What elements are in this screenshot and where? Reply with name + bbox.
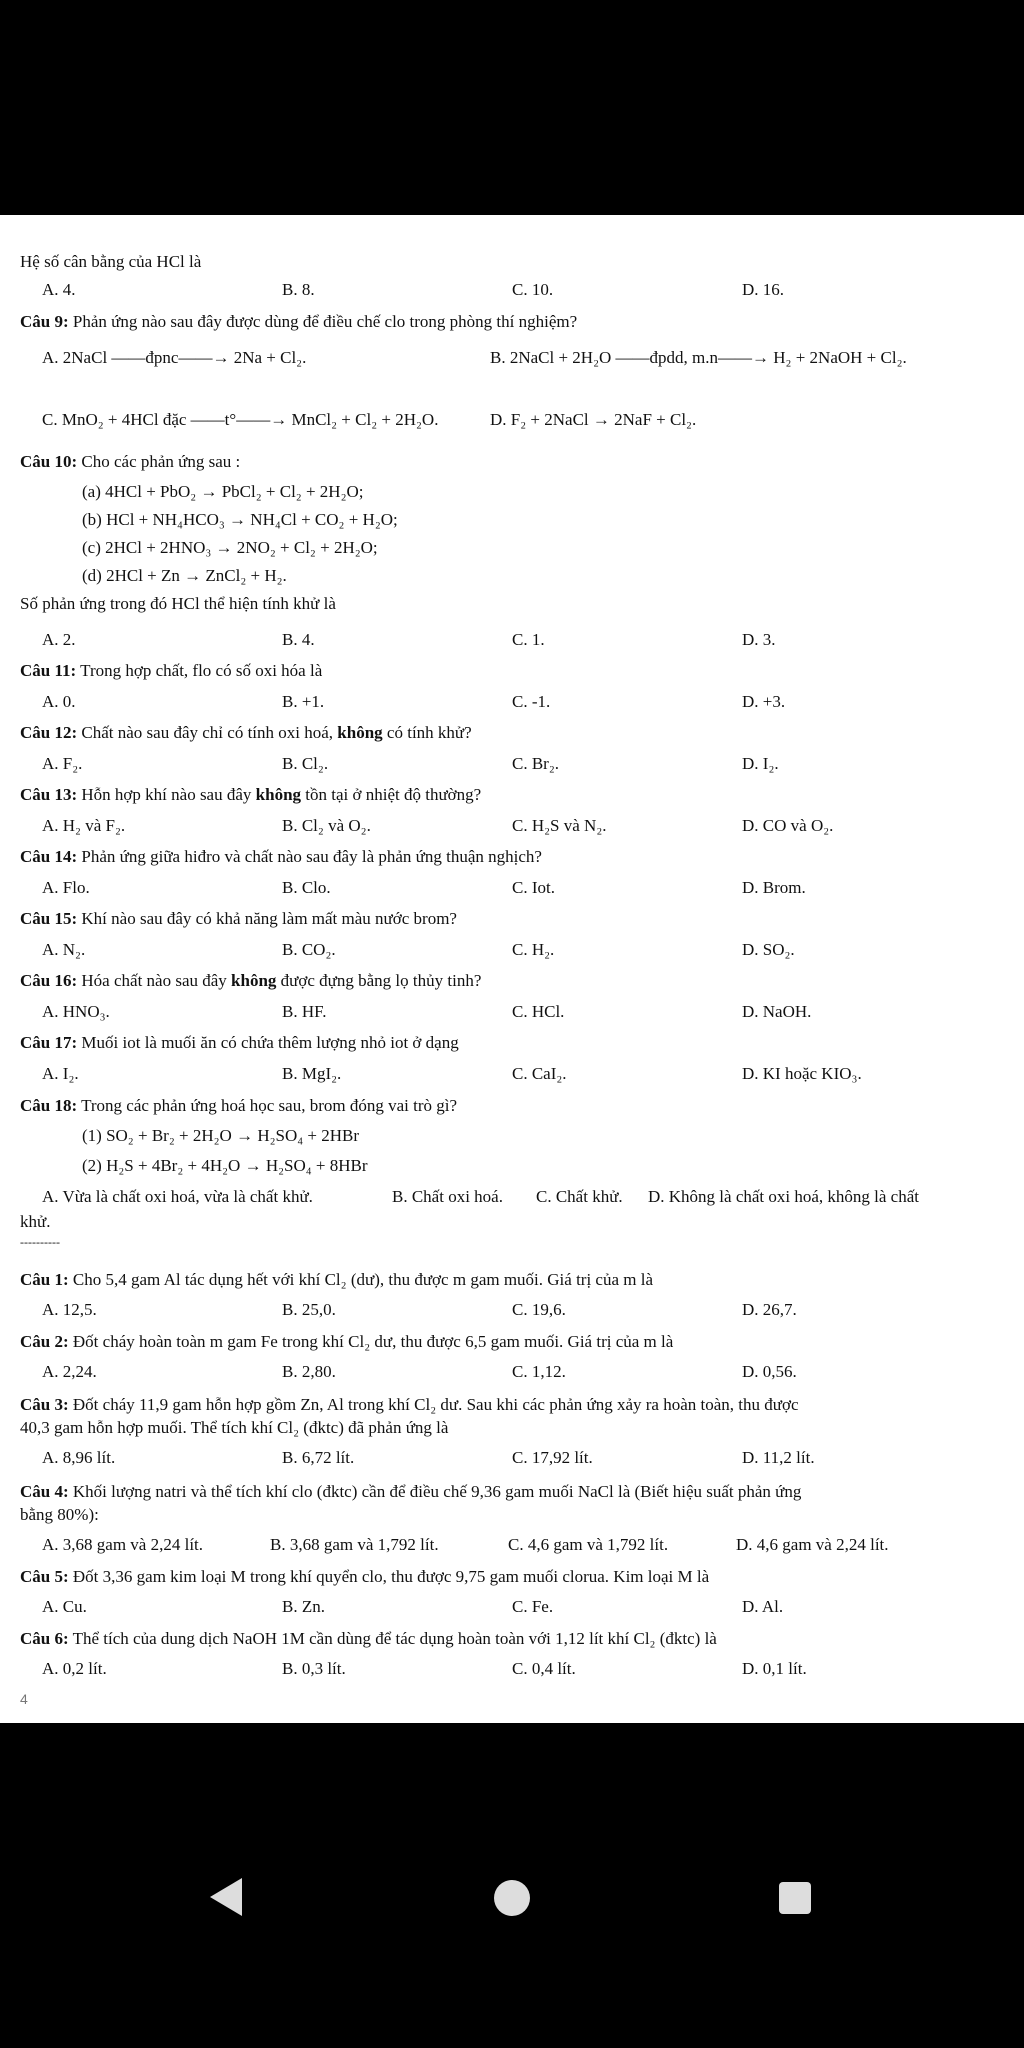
q18-option-b: B. Chất oxi hoá. <box>392 1187 503 1206</box>
p5-stem: Đốt 3,36 gam kim loại M trong khí quyển clo, thu được 9,75 gam muối clorua. Kim loại M là <box>68 1567 710 1586</box>
question-9 <box>0 307 1024 337</box>
p4-stem-cont: bằng 80%): <box>20 1505 99 1524</box>
q9-option-c: C. MnO₂ + 4HCl đặc ——t°——→ MnCl₂ + Cl₂ + 2H₂O. <box>42 410 439 429</box>
p4-option-d: D. 4,6 gam và 2,24 lít. <box>736 1535 889 1554</box>
p4-option-c: C. 4,6 gam và 1,792 lít. <box>508 1535 669 1554</box>
p6-option-b: B. 0,3 lít. <box>282 1659 346 1678</box>
q18-option-d: D. Không là chất oxi hoá, không là chất <box>648 1187 919 1206</box>
p1-option-a: A. 12,5. <box>42 1300 97 1319</box>
q17-option-b: B. MgI₂. <box>282 1064 342 1083</box>
q10-reaction-a: (a) 4HCl + PbO₂ → PbCl₂ + Cl₂ + 2H₂O; <box>82 482 364 501</box>
question-10 <box>0 447 1024 477</box>
back-icon[interactable] <box>210 1878 242 1916</box>
q10-ask: Số phản ứng trong đó HCl thể hiện tính khử là <box>20 594 336 613</box>
p6-label: Câu 6: <box>20 1629 69 1648</box>
q13-option-c: C. H₂S và N₂. <box>512 816 607 835</box>
p6-option-d: D. 0,1 lít. <box>742 1659 807 1678</box>
q16-option-b: B. HF. <box>282 1002 327 1021</box>
p3-option-a: A. 8,96 lít. <box>42 1448 116 1467</box>
q13-option-b: B. Cl₂ và O₂. <box>282 816 371 835</box>
options-row <box>0 873 1024 903</box>
q18-stem: Trong các phản ứng hoá học sau, brom đóng vai trò gì? <box>77 1096 457 1115</box>
q15-option-c: C. H₂. <box>512 940 555 959</box>
q12-option-c: C. Br₂. <box>512 754 560 773</box>
q17-label: Câu 17: <box>20 1033 78 1052</box>
q13-stem: Hỗn hợp khí nào sau đây <box>77 785 256 804</box>
q16-option-c: C. HCl. <box>512 1002 565 1021</box>
options-row <box>0 1295 1024 1325</box>
q12-label: Câu 12: <box>20 723 78 742</box>
q15-stem: Khí nào sau đây có khả năng làm mất màu nước brom? <box>77 909 457 928</box>
q10-stem: Cho các phản ứng sau : <box>77 452 241 471</box>
q12-option-b: B. Cl₂. <box>282 754 329 773</box>
q9-option-b: B. 2NaCl + 2H₂O ——đpdd, m.n——→ H₂ + 2NaOH + Cl₂. <box>490 348 907 367</box>
q14-option-d: D. Brom. <box>742 878 806 897</box>
q17-option-a: A. I₂. <box>42 1064 79 1083</box>
q16-stem: Hóa chất nào sau đây <box>77 971 232 990</box>
home-icon[interactable] <box>494 1880 530 1916</box>
q18-reaction-2: (2) H₂S + 4Br₂ + 4H₂O → H₂SO₄ + 8HBr <box>82 1156 368 1175</box>
q9-stem: Phản ứng nào sau đây được dùng để điều chế clo trong phòng thí nghiệm? <box>68 312 578 331</box>
q10-reaction-c: (c) 2HCl + 2HNO₃ → 2NO₂ + Cl₂ + 2H₂O; <box>82 538 378 557</box>
p3-label: Câu 3: <box>20 1395 69 1414</box>
q9-option-a: A. 2NaCl ——đpnc——→ 2Na + Cl₂. <box>42 348 307 367</box>
p5-option-d: D. Al. <box>742 1597 784 1616</box>
q12-emphasis: không <box>337 723 383 742</box>
p3-option-d: D. 11,2 lít. <box>742 1448 815 1467</box>
p3-option-c: C. 17,92 lít. <box>512 1448 593 1467</box>
p6-option-a: A. 0,2 lít. <box>42 1659 107 1678</box>
q18-option-c: C. Chất khử. <box>536 1187 623 1206</box>
q10-option-d: D. 3. <box>742 630 776 649</box>
q16-option-d: D. NaOH. <box>742 1002 812 1021</box>
q12-option-d: D. I₂. <box>742 754 779 773</box>
options-row <box>0 749 1024 779</box>
q10-reaction-b: (b) HCl + NH₄HCO₃ → NH₄Cl + CO₂ + H₂O; <box>82 510 398 529</box>
page-number: 4 <box>20 1691 28 1707</box>
p5-label: Câu 5: <box>20 1567 69 1586</box>
p5-option-a: A. Cu. <box>42 1597 87 1616</box>
p2-option-c: C. 1,12. <box>512 1362 566 1381</box>
p2-option-a: A. 2,24. <box>42 1362 97 1381</box>
options-row <box>0 1654 1024 1684</box>
p4-label: Câu 4: <box>20 1482 69 1501</box>
q10-option-b: B. 4. <box>282 630 315 649</box>
document-page <box>0 215 1024 1723</box>
recent-apps-icon[interactable] <box>779 1882 811 1914</box>
p2-label: Câu 2: <box>20 1332 69 1351</box>
p2-option-b: B. 2,80. <box>282 1362 336 1381</box>
q11-option-d: D. +3. <box>742 692 786 711</box>
options-row <box>0 1059 1024 1089</box>
q17-option-d: D. KI hoặc KIO₃. <box>742 1064 862 1083</box>
options-row <box>0 1443 1024 1473</box>
q18-reaction-1: (1) SO₂ + Br₂ + 2H₂O → H₂SO₄ + 2HBr <box>82 1126 360 1145</box>
q14-label: Câu 14: <box>20 847 78 866</box>
q13-option-d: D. CO và O₂. <box>742 816 834 835</box>
q8-option-a: A. 4. <box>42 280 76 299</box>
q8-option-c: C. 10. <box>512 280 554 299</box>
q12-option-a: A. F₂. <box>42 754 83 773</box>
q11-option-b: B. +1. <box>282 692 325 711</box>
q11-option-a: A. 0. <box>42 692 76 711</box>
q17-stem: Muối iot là muối ăn có chứa thêm lượng nhỏ iot ở dạng <box>77 1033 459 1052</box>
q13-option-a: A. H₂ và F₂. <box>42 816 126 835</box>
q12-stem: Chất nào sau đây chỉ có tính oxi hoá, <box>77 723 338 742</box>
p6-stem: Thể tích của dung dịch NaOH 1M cần dùng để tác dụng hoàn toàn với 1,12 lít khí Cl₂ (đktc) là <box>68 1629 717 1648</box>
q14-option-a: A. Flo. <box>42 878 90 897</box>
p1-stem: Cho 5,4 gam Al tác dụng hết với khí Cl₂ (dư), thu được m gam muối. Giá trị của m là <box>68 1270 654 1289</box>
p1-option-d: D. 26,7. <box>742 1300 797 1319</box>
q15-label: Câu 15: <box>20 909 78 928</box>
q15-option-d: D. SO₂. <box>742 940 795 959</box>
p5-option-b: B. Zn. <box>282 1597 325 1616</box>
options-row <box>0 625 1024 655</box>
section-separator: ---------- <box>20 1235 60 1249</box>
p1-option-b: B. 25,0. <box>282 1300 336 1319</box>
p5-option-c: C. Fe. <box>512 1597 554 1616</box>
q15-option-a: A. N₂. <box>42 940 86 959</box>
q10-reaction-d: (d) 2HCl + Zn → ZnCl₂ + H₂. <box>82 566 287 585</box>
q11-option-c: C. -1. <box>512 692 551 711</box>
q14-option-b: B. Clo. <box>282 878 331 897</box>
q13-emphasis: không <box>255 785 302 804</box>
p1-option-c: C. 19,6. <box>512 1300 566 1319</box>
options-row <box>0 405 1024 435</box>
p1-label: Câu 1: <box>20 1270 69 1289</box>
q16-stem-end: được đựng bằng lọ thủy tinh? <box>276 971 482 990</box>
q10-option-c: C. 1. <box>512 630 545 649</box>
options-row <box>0 1357 1024 1387</box>
q9-option-d: D. F₂ + 2NaCl → 2NaF + Cl₂. <box>490 410 697 429</box>
options-row <box>0 935 1024 965</box>
p4-stem: Khối lượng natri và thể tích khí clo (đktc) cần để điều chế 9,36 gam muối NaCl là (Biết hiệu suất phản ứng <box>68 1482 802 1501</box>
q8-option-b: B. 8. <box>282 280 315 299</box>
options-row <box>0 687 1024 717</box>
q18-label: Câu 18: <box>20 1096 78 1115</box>
q10-label: Câu 10: <box>20 452 78 471</box>
q15-option-b: B. CO₂. <box>282 940 336 959</box>
q12-stem-end: có tính khử? <box>382 723 472 742</box>
q13-stem-end: tồn tại ở nhiệt độ thường? <box>301 785 482 804</box>
q11-stem: Trong hợp chất, flo có số oxi hóa là <box>76 661 323 680</box>
q16-emphasis: không <box>231 971 277 990</box>
p3-option-b: B. 6,72 lít. <box>282 1448 355 1467</box>
q16-label: Câu 16: <box>20 971 78 990</box>
q18-option-a: A. Vừa là chất oxi hoá, vừa là chất khử. <box>42 1187 313 1206</box>
options-row <box>0 343 1024 373</box>
p4-option-a: A. 3,68 gam và 2,24 lít. <box>42 1535 204 1554</box>
options-row <box>0 1592 1024 1622</box>
q18-option-d-cont: khử. <box>20 1212 51 1231</box>
q8-option-d: D. 16. <box>742 280 785 299</box>
q14-option-c: C. Iot. <box>512 878 555 897</box>
q14-stem: Phản ứng giữa hiđro và chất nào sau đây là phản ứng thuận nghịch? <box>77 847 542 866</box>
p2-option-d: D. 0,56. <box>742 1362 797 1381</box>
q10-option-a: A. 2. <box>42 630 76 649</box>
p6-option-c: C. 0,4 lít. <box>512 1659 576 1678</box>
p3-stem-cont: 40,3 gam hỗn hợp muối. Thể tích khí Cl₂ (đktc) đã phản ứng là <box>20 1418 449 1437</box>
options-row <box>0 811 1024 841</box>
p4-option-b: B. 3,68 gam và 1,792 lít. <box>270 1535 439 1554</box>
q16-option-a: A. HNO₃. <box>42 1002 110 1021</box>
p3-stem: Đốt cháy 11,9 gam hỗn hợp gồm Zn, Al trong khí Cl₂ dư. Sau khi các phản ứng xảy ra hoàn toàn, thu được <box>68 1395 799 1414</box>
q11-label: Câu 11: <box>20 661 77 680</box>
p2-stem: Đốt cháy hoàn toàn m gam Fe trong khí Cl₂ dư, thu được 6,5 gam muối. Giá trị của m là <box>68 1332 674 1351</box>
q9-label: Câu 9: <box>20 312 69 331</box>
q13-label: Câu 13: <box>20 785 78 804</box>
options-row <box>0 997 1024 1027</box>
options-row <box>0 275 1024 305</box>
q17-option-c: C. CaI₂. <box>512 1064 567 1083</box>
question-stem <box>0 247 1024 277</box>
options-row <box>0 1530 1024 1560</box>
q8-stem: Hệ số cân bằng của HCl là <box>20 252 202 271</box>
